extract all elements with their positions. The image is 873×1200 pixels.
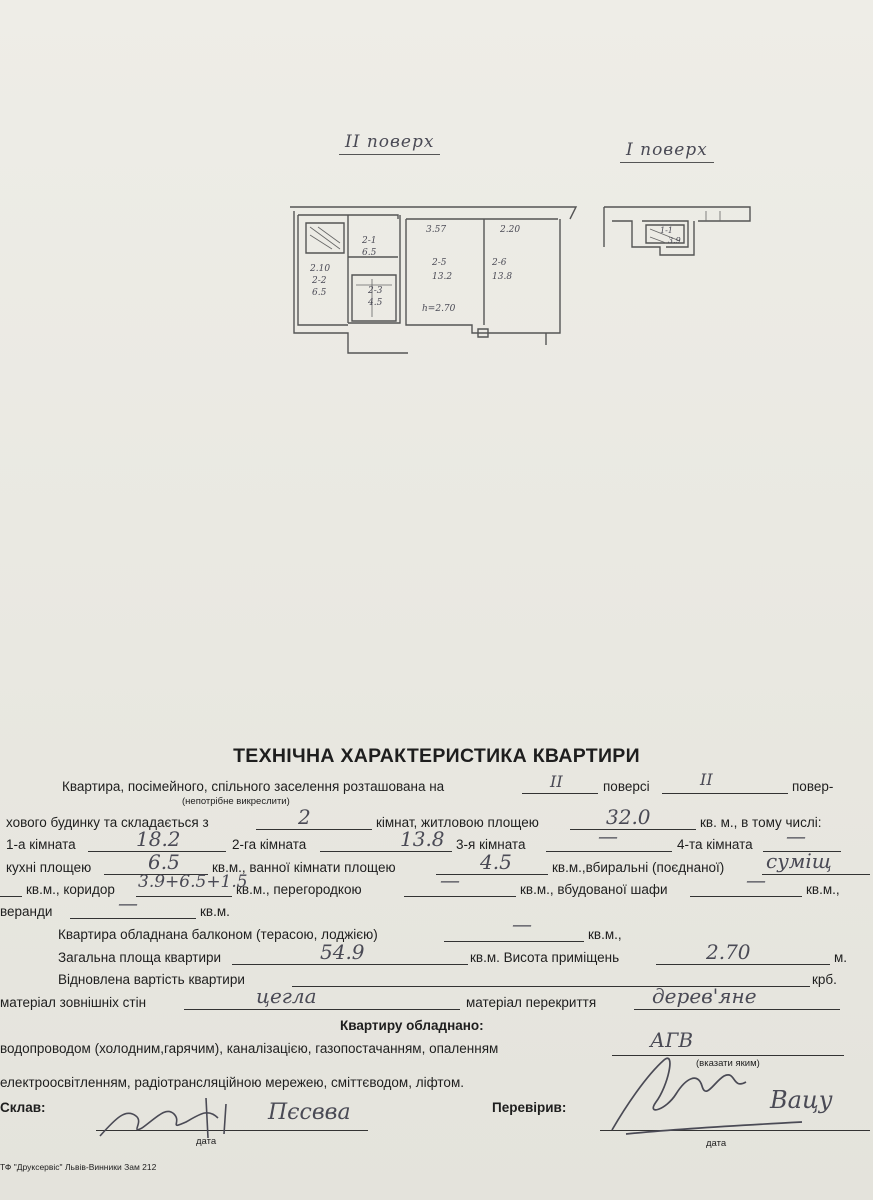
l6-text-a: веранди: [0, 904, 53, 919]
floors-value: II: [700, 770, 713, 789]
room2-value: 13.8: [400, 827, 445, 851]
closet-value: —: [746, 868, 766, 892]
floor2-plan: [288, 205, 578, 355]
rooms-field: [256, 815, 372, 830]
room-2-3-area: 4.5: [368, 298, 383, 308]
checked-signature-name: Вацу: [770, 1086, 833, 1114]
printer-footer: ТФ "Друксервіс" Львів-Винники Зам 212: [0, 1162, 157, 1172]
dim-2-20: 2.20: [500, 225, 521, 235]
room-1-1-code: 1-1: [660, 226, 673, 235]
composed-date-label: дата: [196, 1136, 217, 1147]
room-2-2-area: 6.5: [312, 288, 327, 298]
l9-text-b: крб.: [812, 972, 837, 987]
floor1-plan-label: I поверх: [626, 140, 708, 160]
l10-text-a: матеріал зовнішніх стін: [0, 995, 147, 1010]
equipped-heading: Квартиру обладнано:: [340, 1018, 484, 1033]
room-2-6-area: 13.8: [492, 272, 513, 282]
floors-field: [662, 779, 788, 794]
l8-text-b: кв.м. Висота приміщень: [470, 950, 620, 965]
l3-text-d: 4-та кімната: [677, 837, 753, 852]
composed-signature: [96, 1088, 266, 1148]
composed-signature-name: Пєсвва: [268, 1100, 351, 1125]
l1-text-a: Квартира, посімейного, спільного заселення розташована на: [62, 779, 445, 794]
room-2-5-code: 2-5: [432, 258, 447, 268]
l10-text-b: матеріал перекриття: [466, 995, 597, 1010]
l3-text-c: 3-я кімната: [456, 837, 526, 852]
partition-field: [404, 882, 516, 897]
ceiling-height-value: 2.70: [706, 940, 751, 964]
checked-date-label: дата: [706, 1138, 727, 1149]
heating-note: (вказати яким): [696, 1058, 760, 1069]
floor1-plan: [602, 203, 752, 265]
kitchen-value: 6.5: [148, 850, 180, 874]
composed-by-label: Склав:: [0, 1100, 46, 1115]
l7-text-a: Квартира обладнана балконом (терасою, лоджією): [58, 927, 378, 942]
l4-text-a: кухні площею: [6, 860, 92, 875]
l12-text: водопроводом (холодним,гарячим), каналізацією, газопостачанням, опаленням: [0, 1041, 499, 1056]
room-1-1-area: 3.9: [668, 236, 681, 245]
l2-text-b: кімнат, житловою площею: [376, 815, 539, 830]
ceiling-material-value: дерев'яне: [652, 984, 757, 1008]
living-area-value: 32.0: [606, 805, 651, 829]
l5-lead-field: [0, 882, 22, 897]
l2-text-c: кв. м., в тому числі:: [700, 815, 822, 830]
wall-material-field: [184, 995, 460, 1010]
checked-by-label: Перевірив:: [492, 1100, 567, 1115]
l8-text-c: м.: [834, 950, 848, 965]
wc-value: суміщ: [766, 849, 832, 873]
room4-value: —: [786, 824, 806, 848]
balcony-value: —: [512, 912, 532, 936]
room-2-1-code: 2-1: [362, 236, 377, 246]
l7-text-b: кв.м.,: [588, 927, 622, 942]
corridor-value: 3.9+6.5+1.5: [138, 872, 248, 892]
rooms-value: 2: [298, 805, 311, 829]
l1-note: (непотрібне викреслити): [182, 796, 290, 807]
l1-text-c: повер-: [792, 779, 834, 794]
room-2-5-area: 13.2: [432, 272, 453, 282]
partition-value: —: [440, 868, 460, 892]
document-title: ТЕХНІЧНА ХАРАКТЕРИСТИКА КВАРТИРИ: [233, 745, 640, 767]
l9-text-a: Відновлена вартість квартири: [58, 972, 245, 987]
l5-text-a: кв.м., коридор: [26, 882, 115, 897]
room-2-1-area: 6.5: [362, 248, 377, 258]
room-2-6-code: 2-6: [492, 258, 507, 268]
l4-text-b: кв.м., ванної кімнати площею: [212, 860, 396, 875]
l3-text-b: 2-га кімната: [232, 837, 307, 852]
wall-material-value: цегла: [256, 984, 317, 1008]
l5-text-c: кв.м., вбудованої шафи: [520, 882, 668, 897]
room1-value: 18.2: [136, 827, 181, 851]
total-area-value: 54.9: [320, 940, 365, 964]
floor2-plan-label: II поверх: [345, 132, 435, 152]
floor-value: II: [550, 772, 563, 791]
l1-text-b: поверсі: [603, 779, 650, 794]
l3-text-a: 1-а кімната: [6, 837, 76, 852]
veranda-value: —: [118, 891, 138, 915]
l5-text-b: кв.м., перегородкою: [236, 882, 362, 897]
l8-text-a: Загальна площа квартири: [58, 950, 222, 965]
l5-text-d: кв.м.,: [806, 882, 840, 897]
heating-value: АГВ: [650, 1028, 694, 1052]
l13-text: електроосвітленням, радіотрансляційною мережею, сміттєводом, ліфтом.: [0, 1075, 464, 1090]
room-height: h=2.70: [422, 304, 456, 314]
room-2-3-code: 2-3: [368, 286, 383, 296]
room3-value: —: [598, 824, 618, 848]
dim-2-10: 2.10: [310, 264, 331, 274]
room-2-2-code: 2-2: [312, 276, 327, 286]
l4-text-c: кв.м.,вбиральні (поєднаної): [552, 860, 725, 875]
bathroom-value: 4.5: [480, 850, 512, 874]
dim-3-57: 3.57: [426, 225, 447, 235]
l2-text-a: хового будинку та складається з: [6, 815, 209, 830]
l6-text-b: кв.м.: [200, 904, 230, 919]
